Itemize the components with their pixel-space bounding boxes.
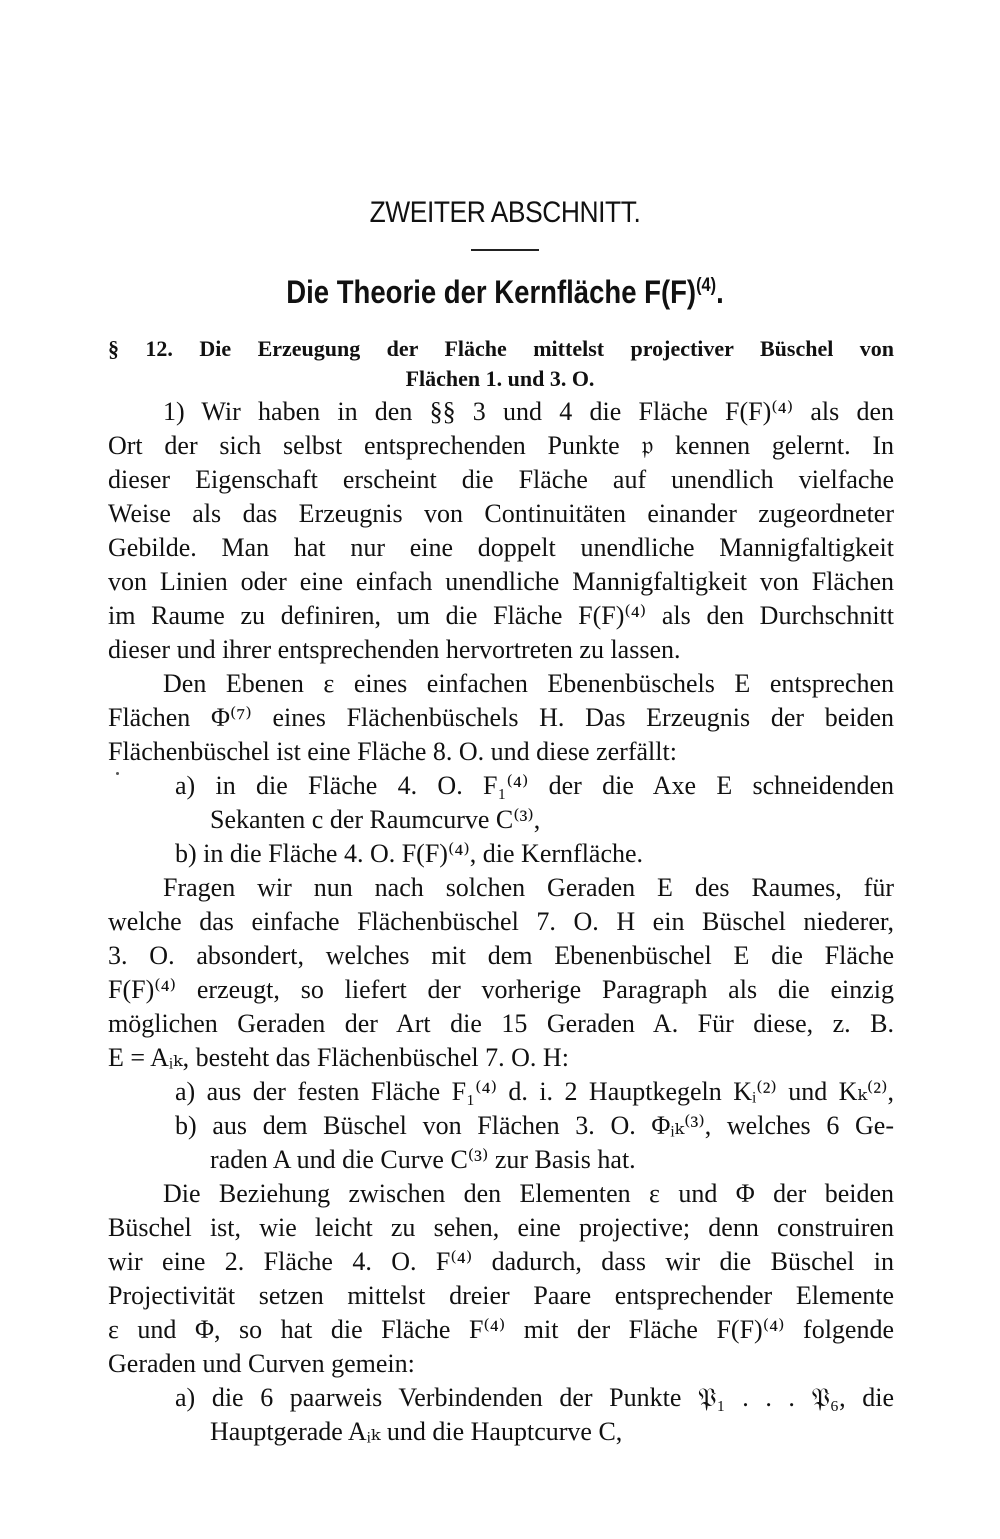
list-item-continuation: Sekanten c der Raumcurve C⁽³⁾, [210, 805, 541, 834]
list-item: b) in die Fläche 4. O. F(F)⁽⁴⁾, die Kernfläche. [175, 839, 644, 868]
paragraph-heading-line-2: Flächen 1. und 3. O. [405, 366, 595, 391]
ink-speck [116, 772, 119, 775]
chapter-title-period: . [716, 274, 724, 310]
body-line: Geraden und Curven gemein: [108, 1349, 415, 1378]
body-line: Weise als das Erzeugnis von Continuitäten einander zugeordneter [108, 499, 894, 528]
list-item: a) in die Fläche 4. O. F₁⁽⁴⁾ der die Axe E schneidenden [175, 771, 894, 800]
body-line: ε und Φ, so hat die Fläche F⁽⁴⁾ mit der Fläche F(F)⁽⁴⁾ folgende [108, 1315, 894, 1344]
list-item-continuation: Hauptgerade Aᵢₖ und die Hauptcurve C, [210, 1417, 623, 1446]
body-line: F(F)⁽⁴⁾ erzeugt, so liefert der vorherige Paragraph als die einzig [108, 975, 894, 1004]
list-item-continuation: raden A und die Curve C⁽³⁾ zur Basis hat. [210, 1145, 636, 1174]
body-line: wir eine 2. Fläche 4. O. F⁽⁴⁾ dadurch, dass wir die Büschel in [108, 1247, 894, 1276]
body-line: Den Ebenen ε eines einfachen Ebenenbüschels E entsprechen [163, 669, 894, 698]
body-line: Flächenbüschel ist eine Fläche 8. O. und diese zerfällt: [108, 737, 677, 766]
body-line: 3. O. absondert, welches mit dem Ebenenbüschel E die Fläche [108, 941, 894, 970]
list-item: a) aus der festen Fläche F₁⁽⁴⁾ d. i. 2 Hauptkegeln Kᵢ⁽²⁾ und Kₖ⁽²⁾, [175, 1077, 894, 1106]
body-line: Projectivität setzen mittelst dreier Paare entsprechender Elemente [108, 1281, 894, 1310]
body-line: welche das einfache Flächenbüschel 7. O. H ein Büschel niederer, [108, 907, 894, 936]
chapter-title-superscript: (4) [696, 275, 717, 296]
body-line: Büschel ist, wie leicht zu sehen, eine projective; denn construiren [108, 1213, 894, 1242]
body-line: dieser und ihrer entsprechenden hervortreten zu lassen. [108, 635, 681, 664]
body-line: dieser Eigenschaft erscheint die Fläche auf unendlich vielfache [108, 465, 894, 494]
body-line: Gebilde. Man hat nur eine doppelt unendliche Mannigfaltigkeit [108, 533, 894, 562]
body-line: von Linien oder eine einfach unendliche Mannigfaltigkeit von Flächen [108, 567, 894, 596]
title-rule [471, 249, 539, 251]
paragraph-heading-line-1: § 12. Die Erzeugung der Fläche mittelst projectiver Büschel von [108, 336, 894, 361]
section-title: ZWEITER ABSCHNITT. [369, 196, 641, 229]
chapter-title-text: Die Theorie der Kernfläche F(F) [286, 274, 697, 310]
body-line: 1) Wir haben in den §§ 3 und 4 die Fläche F(F)⁽⁴⁾ als den [163, 397, 894, 426]
body-line: Flächen Φ⁽⁷⁾ eines Flächenbüschels H. Das Erzeugnis der beiden [108, 703, 894, 732]
body-line: im Raume zu definiren, um die Fläche F(F)⁽⁴⁾ als den Durchschnitt [108, 601, 894, 630]
body-line: Die Beziehung zwischen den Elementen ε und Φ der beiden [163, 1179, 894, 1208]
body-line: E = Aᵢₖ, besteht das Flächenbüschel 7. O. H: [108, 1043, 569, 1072]
chapter-title [71, 274, 940, 311]
list-item: a) die 6 paarweis Verbindenden der Punkte 𝔓₁ . . . 𝔓₆, die [175, 1383, 894, 1412]
body-line: Ort der sich selbst entsprechenden Punkte 𝔭 kennen gelernt. In [108, 431, 894, 460]
body-line: Fragen wir nun nach solchen Geraden E des Raumes, für [163, 873, 894, 902]
body-line: möglichen Geraden der Art die 15 Geraden A. Für diese, z. B. [108, 1009, 894, 1038]
list-item: b) aus dem Büschel von Flächen 3. O. Φᵢₖ⁽³⁾, welches 6 Ge- [175, 1111, 894, 1140]
